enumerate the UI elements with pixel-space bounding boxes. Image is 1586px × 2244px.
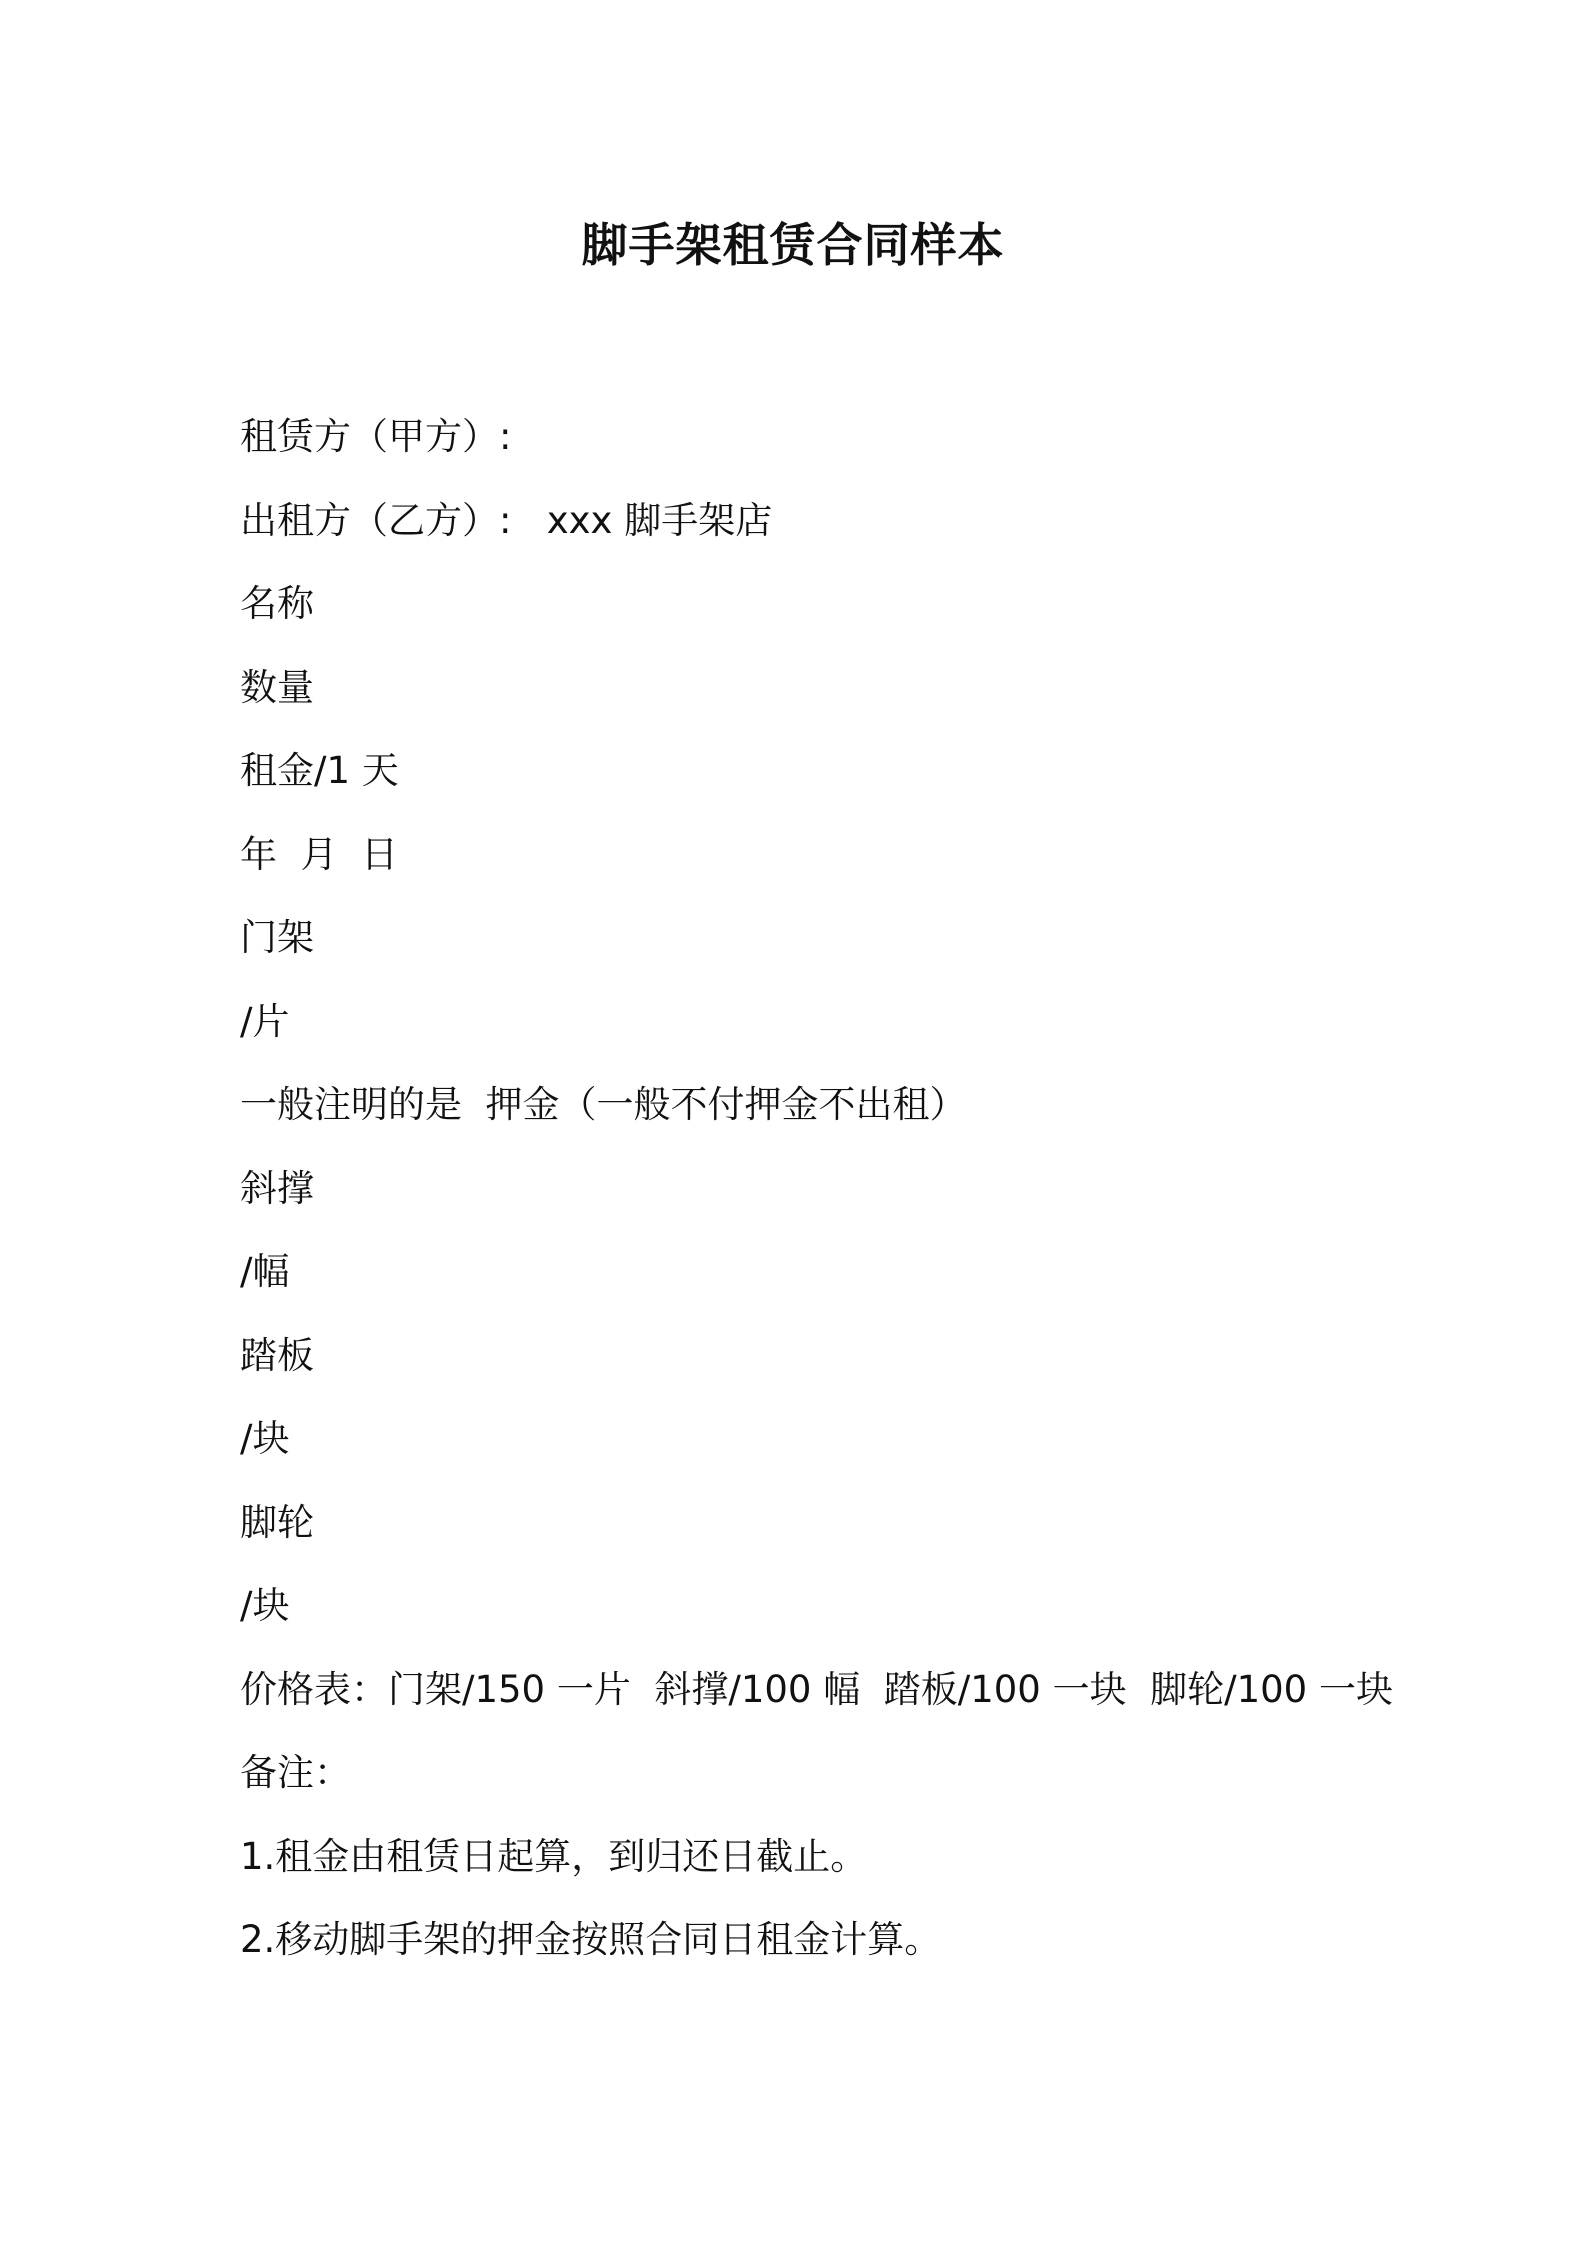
diagonal-brace-line: 斜撑 <box>240 1166 314 1210</box>
document-title: 脚手架租赁合同样本 <box>581 218 1005 272</box>
price-list-line: 价格表：门架/150 一片 斜撑/100 幅 踏板/100 一块 脚轮/100 一块 <box>240 1667 1393 1711</box>
caster-wheel-line: 脚轮 <box>240 1500 314 1544</box>
lessee-line: 租赁方（甲方）: <box>240 415 512 458</box>
document-body <box>240 395 1440 1982</box>
rent-per-day-line: 租金/1 天 <box>240 749 399 792</box>
per-piece-line: /片 <box>240 999 290 1043</box>
remark-item-2: 2.移动脚手架的押金按照合同日租金计算。 <box>240 1918 942 1961</box>
item-name-line: 名称 <box>240 582 314 625</box>
remark-item-1: 1.租金由租赁日起算，到归还日截止。 <box>240 1834 868 1878</box>
deposit-note-line: 一般注明的是 押金（一般不付押金不出租） <box>240 1083 967 1126</box>
lessor-line: 出租方（乙方）: xxx 脚手架店 <box>240 498 773 542</box>
per-block-line-2: /块 <box>240 1584 290 1627</box>
remarks-heading: 备注： <box>240 1751 351 1794</box>
per-block-line: /块 <box>240 1417 290 1460</box>
door-frame-line: 门架 <box>240 916 314 959</box>
date-line: 年 月 日 <box>240 832 399 876</box>
pedal-board-line: 踏板 <box>240 1333 314 1377</box>
per-set-line: /幅 <box>240 1250 290 1293</box>
quantity-line: 数量 <box>240 665 314 709</box>
